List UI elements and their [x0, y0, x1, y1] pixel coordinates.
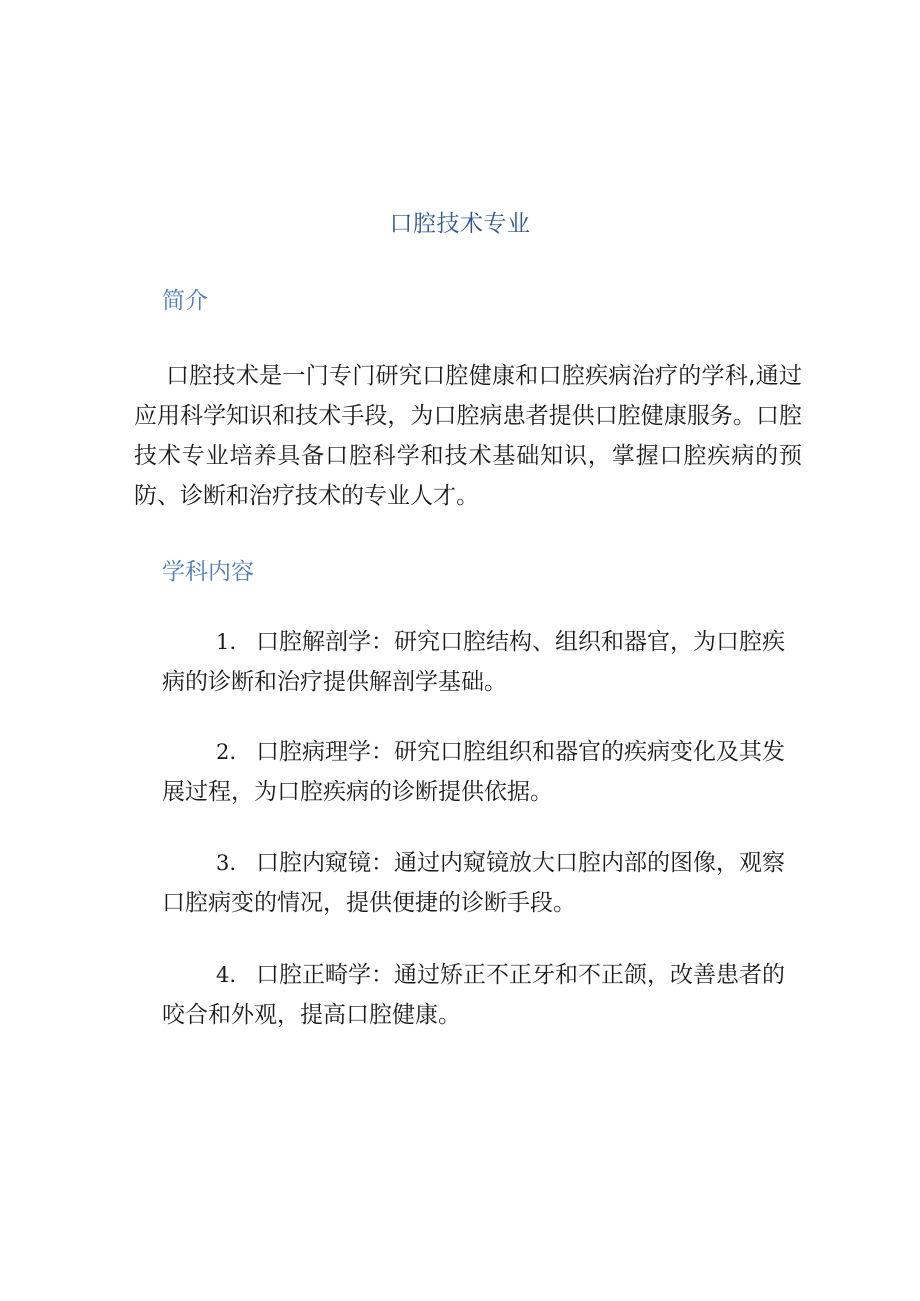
section-heading-intro: 简介	[162, 288, 208, 314]
list-item	[162, 622, 802, 702]
list-item-number: 1.	[215, 630, 236, 654]
document-title: 口腔技术专业	[389, 211, 531, 237]
list-item-text: 口腔解剖学：研究口腔结构、组织和器官，为口腔疾病的诊断和治疗提供解剖学基础。	[162, 629, 785, 695]
list-item-number: 3.	[215, 851, 236, 875]
intro-paragraph: 口腔技术是一门专门研究口腔健康和口腔疾病治疗的学科,通过应用科学知识和技术手段，为口腔病患者提供口腔健康服务。口腔技术专业培养具备口腔科学和技术基础知识，掌握口腔疾病的预防、诊断和治疗技术的专业人才。	[134, 363, 802, 509]
list-item	[162, 843, 802, 923]
list-item-number: 4.	[215, 963, 236, 987]
list-item-text: 口腔内窥镜：通过内窥镜放大口腔内部的图像，观察口腔病变的情况，提供便捷的诊断手段。	[162, 850, 785, 916]
list-item-number: 2.	[215, 740, 236, 764]
list-item-text: 口腔病理学：研究口腔组织和器官的疾病变化及其发展过程，为口腔疾病的诊断提供依据。	[162, 739, 785, 805]
list-item	[162, 955, 802, 1035]
list-item-text: 口腔正畸学：通过矫正不正牙和不正颌，改善患者的咬合和外观，提高口腔健康。	[162, 962, 785, 1028]
list-item	[162, 732, 802, 812]
section-heading-content: 学科内容	[162, 559, 254, 585]
